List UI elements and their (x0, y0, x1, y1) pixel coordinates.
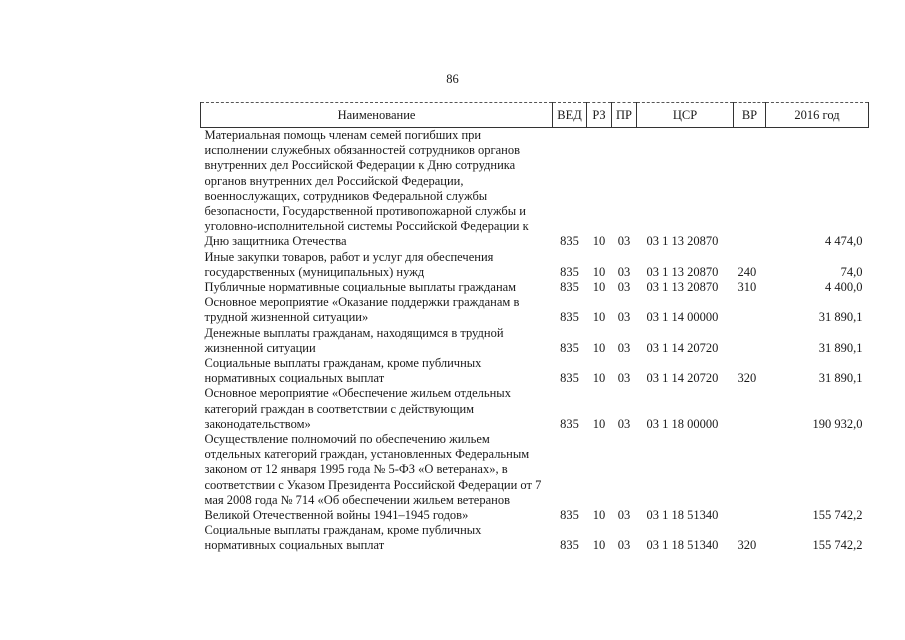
row-rz: 10 (592, 234, 606, 249)
row-pr: 03 (617, 538, 631, 553)
row-rz: 10 (592, 538, 606, 553)
header-csr: ЦСР (637, 103, 734, 128)
row-pr: 03 (617, 310, 631, 325)
row-vr: 320 (737, 538, 757, 553)
row-amount: 31 890,1 (818, 310, 863, 325)
row-amount: 155 742,2 (812, 508, 863, 523)
table-row (201, 326, 869, 356)
table-row (201, 523, 869, 553)
row-name: Материальная помощь членам семей погибших при исполнении служебных обязанностей сотрудников органов внутренних дел Российской Федерации к Дню сотрудника органов внутренних дел Российской Федерации, военнослужащих, сотрудников Федеральной службы безопасности, Государственной противопожарной службы и уголовно-исполнительной системы Российской Федерации к Дню защитника Отечества (204, 128, 529, 249)
row-pr: 03 (617, 371, 631, 386)
row-name: Социальные выплаты гражданам, кроме публичных нормативных социальных выплат (204, 356, 482, 386)
row-name: Основное мероприятие «Обеспечение жильем отдельных категорий граждан в соответствии с действующим законодательством» (204, 386, 511, 431)
row-ved: 835 (560, 340, 579, 355)
row-rz: 10 (592, 371, 606, 386)
header-name: Наименование (201, 103, 553, 128)
table-row (201, 280, 869, 295)
row-csr: 03 1 18 51340 (646, 538, 719, 553)
row-name: Основное мероприятие «Оказание поддержки гражданам в трудной жизненной ситуации» (204, 295, 520, 325)
table-row (201, 295, 869, 325)
row-pr: 03 (617, 340, 631, 355)
row-csr: 03 1 13 20870 (646, 234, 719, 249)
row-ved: 835 (560, 264, 579, 279)
row-name: Иные закупки товаров, работ и услуг для обеспечения государственных (муниципальных) нужд (204, 249, 494, 279)
row-vr (734, 432, 766, 523)
table-row (201, 386, 869, 432)
row-ved: 835 (560, 508, 579, 523)
row-name: Публичные нормативные социальные выплаты гражданам (204, 280, 517, 295)
row-amount: 190 932,0 (812, 416, 863, 431)
table-row (201, 128, 869, 250)
row-csr: 03 1 14 00000 (646, 310, 719, 325)
row-csr: 03 1 14 20720 (646, 340, 719, 355)
row-pr: 03 (617, 264, 631, 279)
row-pr: 03 (617, 508, 631, 523)
row-rz: 10 (592, 340, 606, 355)
row-ved: 835 (560, 280, 579, 295)
row-name: Денежные выплаты гражданам, находящимся в трудной жизненной ситуации (204, 325, 504, 355)
table-header-row (201, 103, 869, 128)
row-rz: 10 (592, 416, 606, 431)
row-amount: 74,0 (840, 264, 863, 279)
header-pr: ПР (612, 103, 637, 128)
row-ved: 835 (560, 416, 579, 431)
header-rz: РЗ (587, 103, 612, 128)
row-csr: 03 1 18 51340 (646, 508, 719, 523)
table-row (201, 356, 869, 386)
row-vr (734, 295, 766, 325)
row-amount: 4 400,0 (825, 280, 863, 295)
table-row (201, 250, 869, 280)
row-ved: 835 (560, 234, 579, 249)
row-vr: 240 (737, 264, 757, 279)
row-name: Социальные выплаты гражданам, кроме публичных нормативных социальных выплат (204, 523, 482, 553)
row-vr (734, 326, 766, 356)
row-csr: 03 1 13 20870 (646, 264, 719, 279)
row-vr: 310 (737, 280, 757, 295)
row-ved: 835 (560, 538, 579, 553)
row-amount: 155 742,2 (812, 538, 863, 553)
row-amount: 31 890,1 (818, 340, 863, 355)
header-ved: ВЕД (553, 103, 587, 128)
row-amount: 4 474,0 (825, 234, 863, 249)
row-pr: 03 (617, 416, 631, 431)
row-ved: 835 (560, 371, 579, 386)
row-csr: 03 1 14 20720 (646, 371, 719, 386)
budget-table (200, 102, 869, 554)
row-rz: 10 (592, 264, 606, 279)
row-name: Осуществление полномочий по обеспечению жильем отдельных категорий граждан, установленных Федеральным законом от 12 января 1995 года № 5-ФЗ «О ветеранах», в соответствии с Указом Президента Российской Федерации от 7 мая 2008 года № 714 «Об обеспечении жильем ветеранов Великой Отечественной войны 1941–1945 годов» (204, 432, 542, 523)
row-rz: 10 (592, 508, 606, 523)
row-rz: 10 (592, 280, 606, 295)
page-number: 86 (446, 72, 459, 86)
row-vr (734, 386, 766, 432)
row-ved: 835 (560, 310, 579, 325)
row-csr: 03 1 18 00000 (646, 416, 719, 431)
row-pr: 03 (617, 234, 631, 249)
header-vr: ВР (734, 103, 766, 128)
row-vr: 320 (737, 371, 757, 386)
row-rz: 10 (592, 310, 606, 325)
header-year: 2016 год (766, 103, 869, 128)
row-csr: 03 1 13 20870 (646, 280, 719, 295)
row-amount: 31 890,1 (818, 371, 863, 386)
row-vr (734, 128, 766, 250)
table-row (201, 432, 869, 523)
row-pr: 03 (617, 280, 631, 295)
